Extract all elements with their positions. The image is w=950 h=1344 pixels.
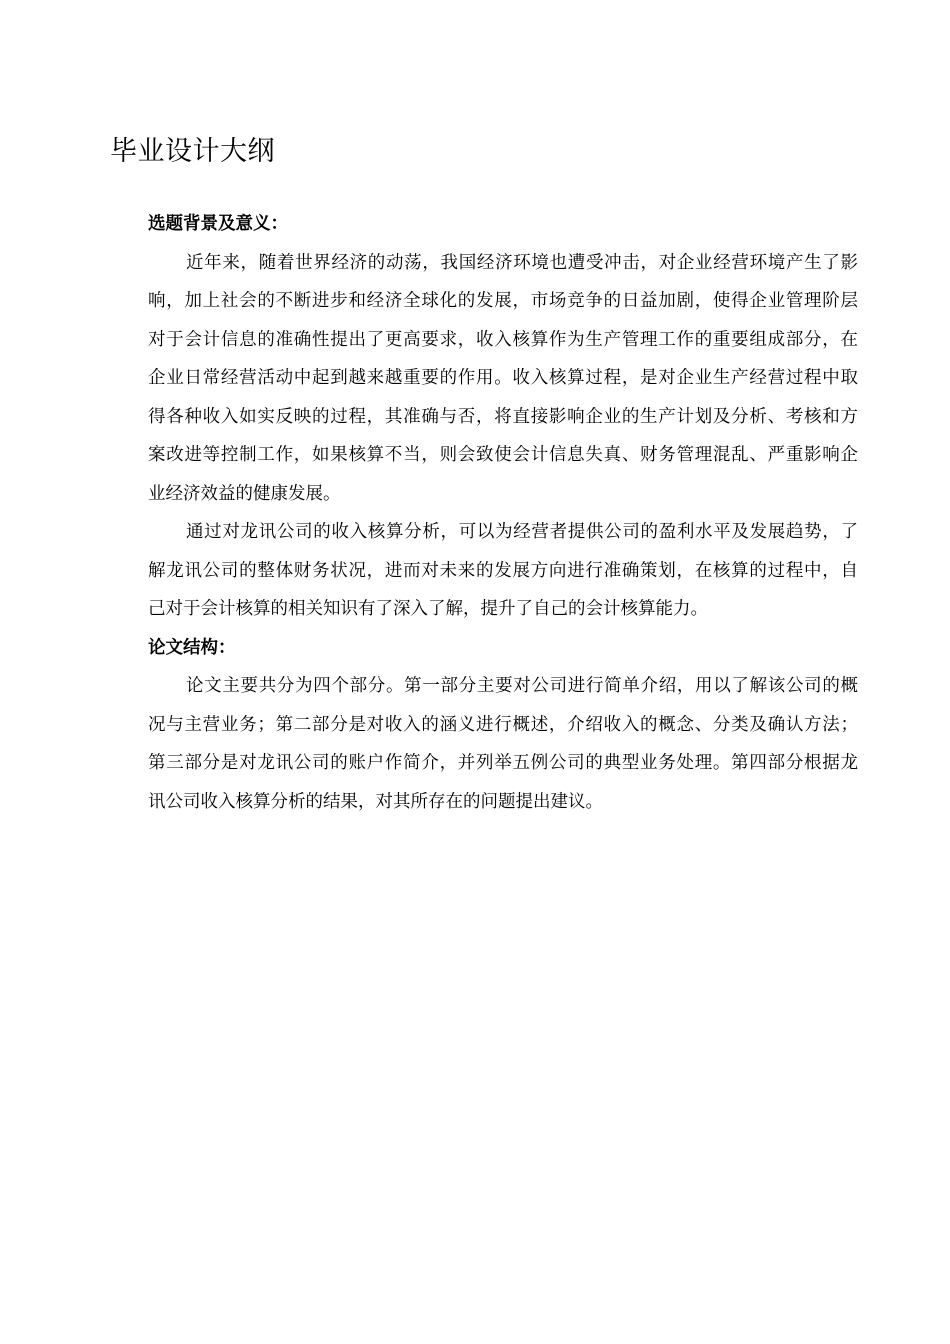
- text-line: 案改进等控制工作，如果核算不当，则会致使会计信息失真、财务管理混乱、严重影响企: [148, 445, 858, 465]
- paragraph-background-2: [110, 513, 858, 629]
- text-line: 第三部分是对龙讯公司的账户作简介，并列举五例公司的典型业务处理。第四部分根据龙: [148, 753, 858, 773]
- text-line: 对于会计信息的准确性提出了更高要求，收入核算作为生产管理工作的重要组成部分，在: [148, 329, 858, 350]
- text-line: 况与主营业务；第二部分是对收入的涵义进行概述，介绍收入的概念、分类及确认方法；: [148, 714, 858, 735]
- paragraph-background-1: [110, 244, 858, 514]
- text-line: 近年来，随着世界经济的动荡，我国经济环境也遭受冲击，对企业经营环境产生了影: [186, 252, 858, 273]
- document-title: 毕业设计大纲: [110, 136, 275, 167]
- text-line: 讯公司收入核算分析的结果，对其所存在的问题提出建议。: [148, 791, 603, 812]
- text-line: 解龙讯公司的整体财务状况，进而对未来的发展方向进行准确策划，在核算的过程中，自: [148, 560, 858, 581]
- text-line: 企业日常经营活动中起到越来越重要的作用。收入核算过程，是对企业生产经营过程中取: [148, 368, 858, 388]
- section-heading-structure: 论文结构：: [148, 637, 236, 658]
- text-line: 响，加上社会的不断进步和经济全球化的发展，市场竞争的日益加剧，使得企业管理阶层: [148, 291, 858, 311]
- text-line: 业经济效益的健康发展。: [148, 483, 341, 504]
- paragraph-structure-1: [110, 667, 858, 821]
- text-line: 己对于会计核算的相关知识有了深入了解，提升了自己的会计核算能力。: [148, 599, 708, 619]
- document-body: [110, 205, 858, 821]
- text-line: 得各种收入如实反映的过程，其准确与否，将直接影响企业的生产计划及分析、考核和方: [148, 406, 858, 427]
- text-line: 通过对龙讯公司的收入核算分析，可以为经营者提供公司的盈利水平及发展趋势，了: [186, 522, 858, 542]
- text-line: 论文主要共分为四个部分。第一部分主要对公司进行简单介绍，用以了解该公司的概: [186, 676, 858, 696]
- section-heading-background: 选题背景及意义：: [148, 214, 288, 234]
